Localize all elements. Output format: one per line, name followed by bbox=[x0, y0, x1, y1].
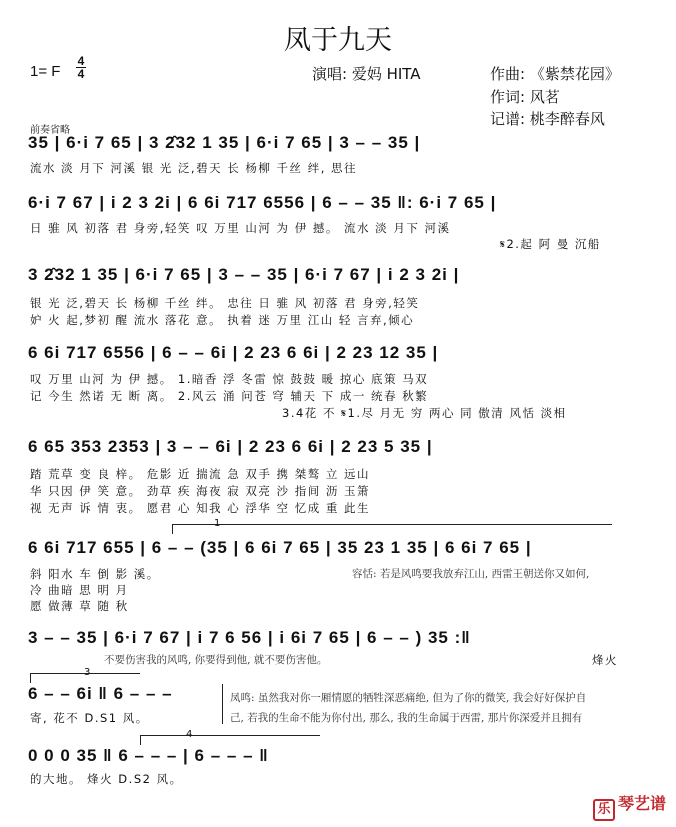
lyric-line-6-2: 冷 曲暗 思 明 月 bbox=[30, 583, 129, 597]
score-row-8: 6 – – 6i ‖ 6 – – – bbox=[28, 684, 173, 703]
time-signature bbox=[76, 55, 86, 80]
lyric-line-7-2: 烽火 bbox=[592, 653, 618, 667]
time-top: 4 bbox=[77, 54, 85, 68]
lyric-line-5-3: 视 无声 诉 情 衷。 愿君 心 知我 心 浮华 空 忆成 重 此生 bbox=[30, 501, 371, 515]
lyric-line-2-1: 日 骓 风 初落 君 身旁,轻笑 叹 万里 山河 为 伊 撼。 流水 淡 月下 河溪 bbox=[30, 221, 451, 235]
score-row-1: 35 | 6·i 7 65 | 3 2̂32 1 35 | 6·i 7 65 | 3 – – 35 | bbox=[28, 133, 421, 152]
volta-number-3: 3 bbox=[84, 667, 91, 678]
lyric-line-5-1: 踏 荒草 变 良 梓。 危影 近 揣流 急 双手 携 桀骜 立 远山 bbox=[30, 467, 371, 481]
score-row-2: 6·i 7 67 | i 2 3 2i | 6 6i 717 6556 | 6 – – 35 ‖: 6·i 7 65 | bbox=[28, 193, 497, 212]
score-row-9: 0 0 0 35 ‖ 6 – – – | 6 – – – ‖ bbox=[28, 746, 269, 765]
lyric-line-8-1: 寄, 花不 D.S1 风。 bbox=[30, 711, 149, 725]
score-row-6: 6 6i 717 655 | 6 – – (35 | 6 6i 7 65 | 35 23 1 35 | 6 6i 7 65 | bbox=[28, 538, 532, 557]
volta-number-1: 1 bbox=[214, 518, 221, 529]
lyric-line-1-1: 流水 淡 月下 河溪 银 光 泛,碧天 长 杨柳 千丝 绊, 思往 bbox=[30, 161, 358, 175]
key-signature: 1= F bbox=[30, 63, 61, 80]
time-bottom: 4 bbox=[77, 67, 85, 81]
lyric-line-4-1: 叹 万里 山河 为 伊 撼。 1.暗香 浮 冬雷 惊 鼓鼓 暖 掠心 底策 马双 bbox=[30, 372, 429, 386]
volta-bracket-1-edge bbox=[172, 524, 173, 534]
watermark-icon: 乐 bbox=[593, 799, 615, 821]
lyric-line-6-1: 斜 阳水 车 倒 影 溪。 bbox=[30, 567, 160, 581]
lyric-line-4-2: 记 今生 然诺 无 断 离。 2.风云 涌 问苍 穹 辅天 下 成一 统春 秋繁 bbox=[30, 389, 429, 403]
score-row-7: 3 – – 35 | 6·i 7 67 | i 7 6 56 | i 6i 7 65 | 6 – – ) 35 :‖ bbox=[28, 628, 471, 647]
lyric-line-2-2: 𝄋2.起 阿 曼 沉船 bbox=[500, 237, 601, 251]
volta-bracket-4-edge bbox=[140, 735, 141, 745]
composer-credit: 作曲: 《紫禁花园》 bbox=[490, 65, 620, 83]
lyric-line-4-3: 3.4花 不 𝄋1.尽 月无 穷 两心 同 傲清 风恬 淡相 bbox=[282, 406, 567, 420]
watermark-logo bbox=[593, 791, 666, 821]
singer-credit: 演唱: 爱妈 HITA bbox=[312, 65, 421, 83]
score-row-5: 6 65 353 2353 | 3 – – 6i | 2 23 6 6i | 2 23 5 35 | bbox=[28, 437, 433, 456]
watermark-text: 琴艺谱 bbox=[617, 794, 666, 813]
dialogue-rongtian: 容恬: 若是风鸣要我放弃江山, 西雷王朝送你又如何, bbox=[352, 568, 590, 580]
volta-bracket-4 bbox=[140, 735, 320, 736]
transcriber-credit: 记谱: 桃李醉春风 bbox=[490, 110, 605, 128]
lyric-line-5-2: 华 只因 伊 笑 意。 劲草 疾 海夜 寂 双亮 沙 指间 沥 玉箫 bbox=[30, 484, 371, 498]
dialogue-divider bbox=[222, 684, 223, 724]
score-row-4: 6 6i 717 6556 | 6 – – 6i | 2 23 6 6i | 2 23 12 35 | bbox=[28, 343, 439, 362]
volta-bracket-1 bbox=[172, 524, 612, 525]
lyric-line-3-2: 妒 火 起,梦初 醒 流水 落花 意。 执着 迷 万里 江山 轻 言弃,倾心 bbox=[30, 313, 415, 327]
lyric-line-6-3: 愿 做薄 草 随 秋 bbox=[30, 599, 129, 613]
song-title: 凤于九天 bbox=[284, 25, 392, 56]
lyric-line-7-1: 不要伤害我的风鸣, 你要得到他, 就不要伤害他。 bbox=[104, 654, 328, 666]
lyric-line-3-1: 银 光 泛,碧天 长 杨柳 千丝 绊。 忠往 日 骓 风 初落 君 身旁,轻笑 bbox=[30, 296, 420, 310]
dialogue-fengming-2: 己, 若我的生命不能为你付出, 那么, 我的生命属于西雷, 那片你深爱并且拥有 bbox=[230, 712, 583, 724]
lyric-line-9-1: 的大地。 烽火 D.S2 风。 bbox=[30, 772, 183, 786]
volta-number-4: 4 bbox=[186, 729, 193, 740]
dialogue-fengming-1: 凤鸣: 虽然我对你一厢情愿的牺牲深恶痛绝, 但为了你的微笑, 我会好好保护自 bbox=[230, 692, 587, 704]
lyricist-credit: 作词: 风茗 bbox=[490, 88, 560, 106]
volta-bracket-3-edge bbox=[30, 673, 31, 683]
prelude-note: 前奏省略 bbox=[30, 125, 70, 136]
score-row-3: 3 2̂32 1 35 | 6·i 7 65 | 3 – – 35 | 6·i 7 67 | i 2 3 2i | bbox=[28, 265, 460, 284]
